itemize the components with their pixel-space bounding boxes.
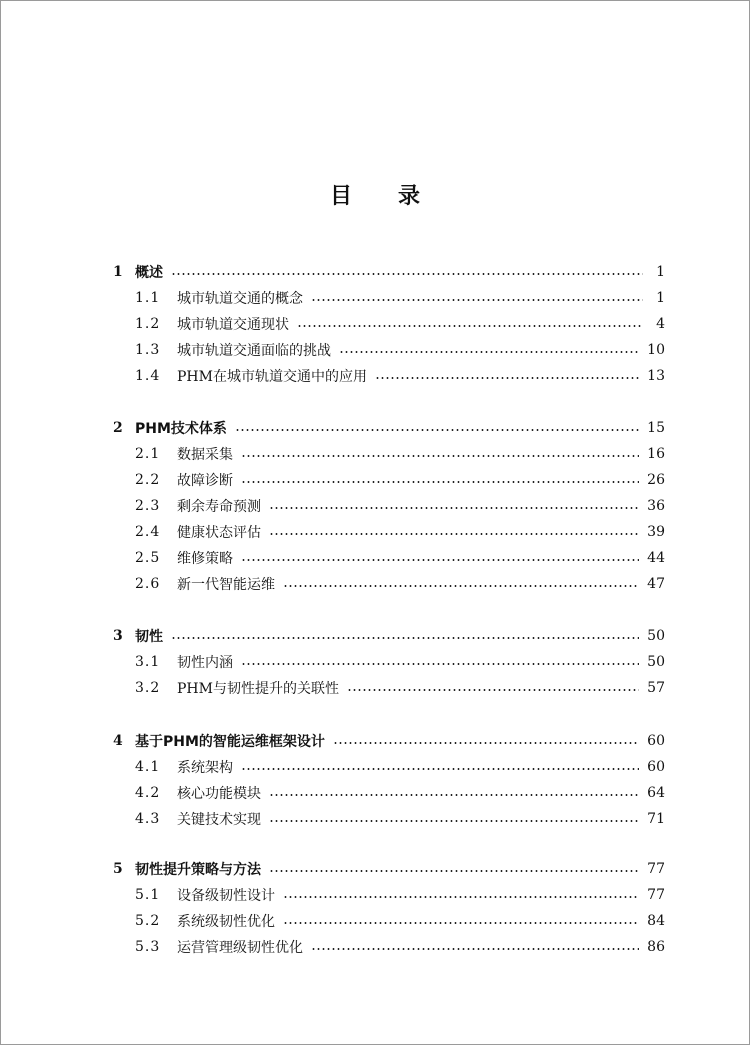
section-number: 1.4 xyxy=(135,368,161,384)
section-number: 2.1 xyxy=(135,446,161,462)
chapter-title: 概述 xyxy=(135,265,163,281)
section-title: 维修策略 xyxy=(177,551,233,567)
section-number: 3.1 xyxy=(135,654,161,670)
dot-leader xyxy=(347,689,639,691)
page-number: 39 xyxy=(647,524,665,540)
chapter-number: 5 xyxy=(113,861,123,877)
dot-leader xyxy=(241,768,639,770)
page-number: 36 xyxy=(647,498,665,514)
section-title: 城市轨道交通面临的挑战 xyxy=(177,343,331,359)
page-number: 50 xyxy=(647,654,665,670)
dot-leader xyxy=(269,820,639,822)
page-number: 77 xyxy=(647,887,665,903)
dot-leader xyxy=(339,351,639,353)
page-number: 4 xyxy=(656,316,665,332)
toc-section-row xyxy=(113,651,665,673)
dot-leader xyxy=(269,870,639,872)
chapter-number: 3 xyxy=(113,628,123,644)
page-number: 86 xyxy=(647,939,665,955)
toc-chapter-row xyxy=(113,261,665,283)
chapter-title: 韧性提升策略与方法 xyxy=(135,862,261,878)
page-number: 50 xyxy=(647,628,665,644)
dot-leader xyxy=(283,922,639,924)
page-title: 目录 xyxy=(329,184,466,209)
section-title: 系统级韧性优化 xyxy=(177,914,275,930)
toc-section-row xyxy=(113,808,665,830)
toc-section-row xyxy=(113,782,665,804)
section-number: 4.1 xyxy=(135,759,161,775)
toc-chapter-row xyxy=(113,858,665,880)
dot-leader xyxy=(283,896,639,898)
dot-leader xyxy=(241,455,639,457)
page-number: 60 xyxy=(647,733,665,749)
page-number: 15 xyxy=(647,420,665,436)
page-number: 10 xyxy=(647,342,665,358)
page-number: 60 xyxy=(647,759,665,775)
chapter-number: 4 xyxy=(113,733,123,749)
section-number: 1.2 xyxy=(135,316,161,332)
page-number: 44 xyxy=(647,550,665,566)
section-title: PHM与韧性提升的关联性 xyxy=(177,681,339,697)
dot-leader xyxy=(241,481,639,483)
dot-leader xyxy=(333,742,639,744)
section-number: 1.1 xyxy=(135,290,161,306)
section-title: PHM在城市轨道交通中的应用 xyxy=(177,369,367,385)
section-number: 2.3 xyxy=(135,498,161,514)
page-number: 71 xyxy=(647,811,665,827)
page-number: 77 xyxy=(647,861,665,877)
section-number: 3.2 xyxy=(135,680,161,696)
page-number: 1 xyxy=(656,264,665,280)
section-title: 核心功能模块 xyxy=(177,786,261,802)
section-number: 4.2 xyxy=(135,785,161,801)
page-number: 84 xyxy=(647,913,665,929)
toc-section-row xyxy=(113,756,665,778)
section-number: 2.4 xyxy=(135,524,161,540)
page-number: 16 xyxy=(647,446,665,462)
dot-leader xyxy=(269,794,639,796)
dot-leader xyxy=(311,948,639,950)
section-title: 健康状态评估 xyxy=(177,525,261,541)
dot-leader xyxy=(241,559,639,561)
section-title: 运营管理级韧性优化 xyxy=(177,940,303,956)
section-number: 5.1 xyxy=(135,887,161,903)
toc-section-row xyxy=(113,313,665,335)
section-number: 2.6 xyxy=(135,576,161,592)
page-number: 1 xyxy=(656,290,665,306)
toc-section-row xyxy=(113,495,665,517)
toc-section-row xyxy=(113,521,665,543)
section-number: 4.3 xyxy=(135,811,161,827)
dot-leader xyxy=(297,325,643,327)
dot-leader xyxy=(283,585,639,587)
section-title: 设备级韧性设计 xyxy=(177,888,275,904)
section-title: 新一代智能运维 xyxy=(177,577,275,593)
chapter-title: 基于PHM的智能运维框架设计 xyxy=(135,734,325,750)
toc-chapter-row xyxy=(113,417,665,439)
toc-chapter-row xyxy=(113,625,665,647)
section-title: 关键技术实现 xyxy=(177,812,261,828)
toc-section-row xyxy=(113,884,665,906)
section-number: 1.3 xyxy=(135,342,161,358)
toc-section-row xyxy=(113,910,665,932)
chapter-title: 韧性 xyxy=(135,629,163,645)
dot-leader xyxy=(171,273,643,275)
chapter-number: 1 xyxy=(113,264,123,280)
section-number: 5.3 xyxy=(135,939,161,955)
section-number: 5.2 xyxy=(135,913,161,929)
dot-leader xyxy=(171,637,639,639)
page-number: 26 xyxy=(647,472,665,488)
toc-section-row xyxy=(113,287,665,309)
dot-leader xyxy=(269,507,639,509)
toc-section-row xyxy=(113,365,665,387)
page-number: 64 xyxy=(647,785,665,801)
dot-leader xyxy=(241,663,639,665)
section-number: 2.5 xyxy=(135,550,161,566)
dot-leader xyxy=(269,533,639,535)
toc-chapter-row xyxy=(113,730,665,752)
dot-leader xyxy=(311,299,643,301)
toc-section-row xyxy=(113,547,665,569)
toc-section-row xyxy=(113,677,665,699)
section-title: 城市轨道交通现状 xyxy=(177,317,289,333)
dot-leader xyxy=(235,429,639,431)
dot-leader xyxy=(375,377,639,379)
section-title: 系统架构 xyxy=(177,760,233,776)
toc-section-row xyxy=(113,339,665,361)
section-title: 韧性内涵 xyxy=(177,655,233,671)
toc-section-row xyxy=(113,573,665,595)
page-number: 13 xyxy=(647,368,665,384)
section-title: 数据采集 xyxy=(177,447,233,463)
chapter-title: PHM技术体系 xyxy=(135,421,227,437)
toc-section-row xyxy=(113,469,665,491)
section-title: 城市轨道交通的概念 xyxy=(177,291,303,307)
section-number: 2.2 xyxy=(135,472,161,488)
toc-section-row xyxy=(113,936,665,958)
section-title: 故障诊断 xyxy=(177,473,233,489)
page-number: 47 xyxy=(647,576,665,592)
toc-section-row xyxy=(113,443,665,465)
section-title: 剩余寿命预测 xyxy=(177,499,261,515)
chapter-number: 2 xyxy=(113,420,123,436)
page-number: 57 xyxy=(647,680,665,696)
